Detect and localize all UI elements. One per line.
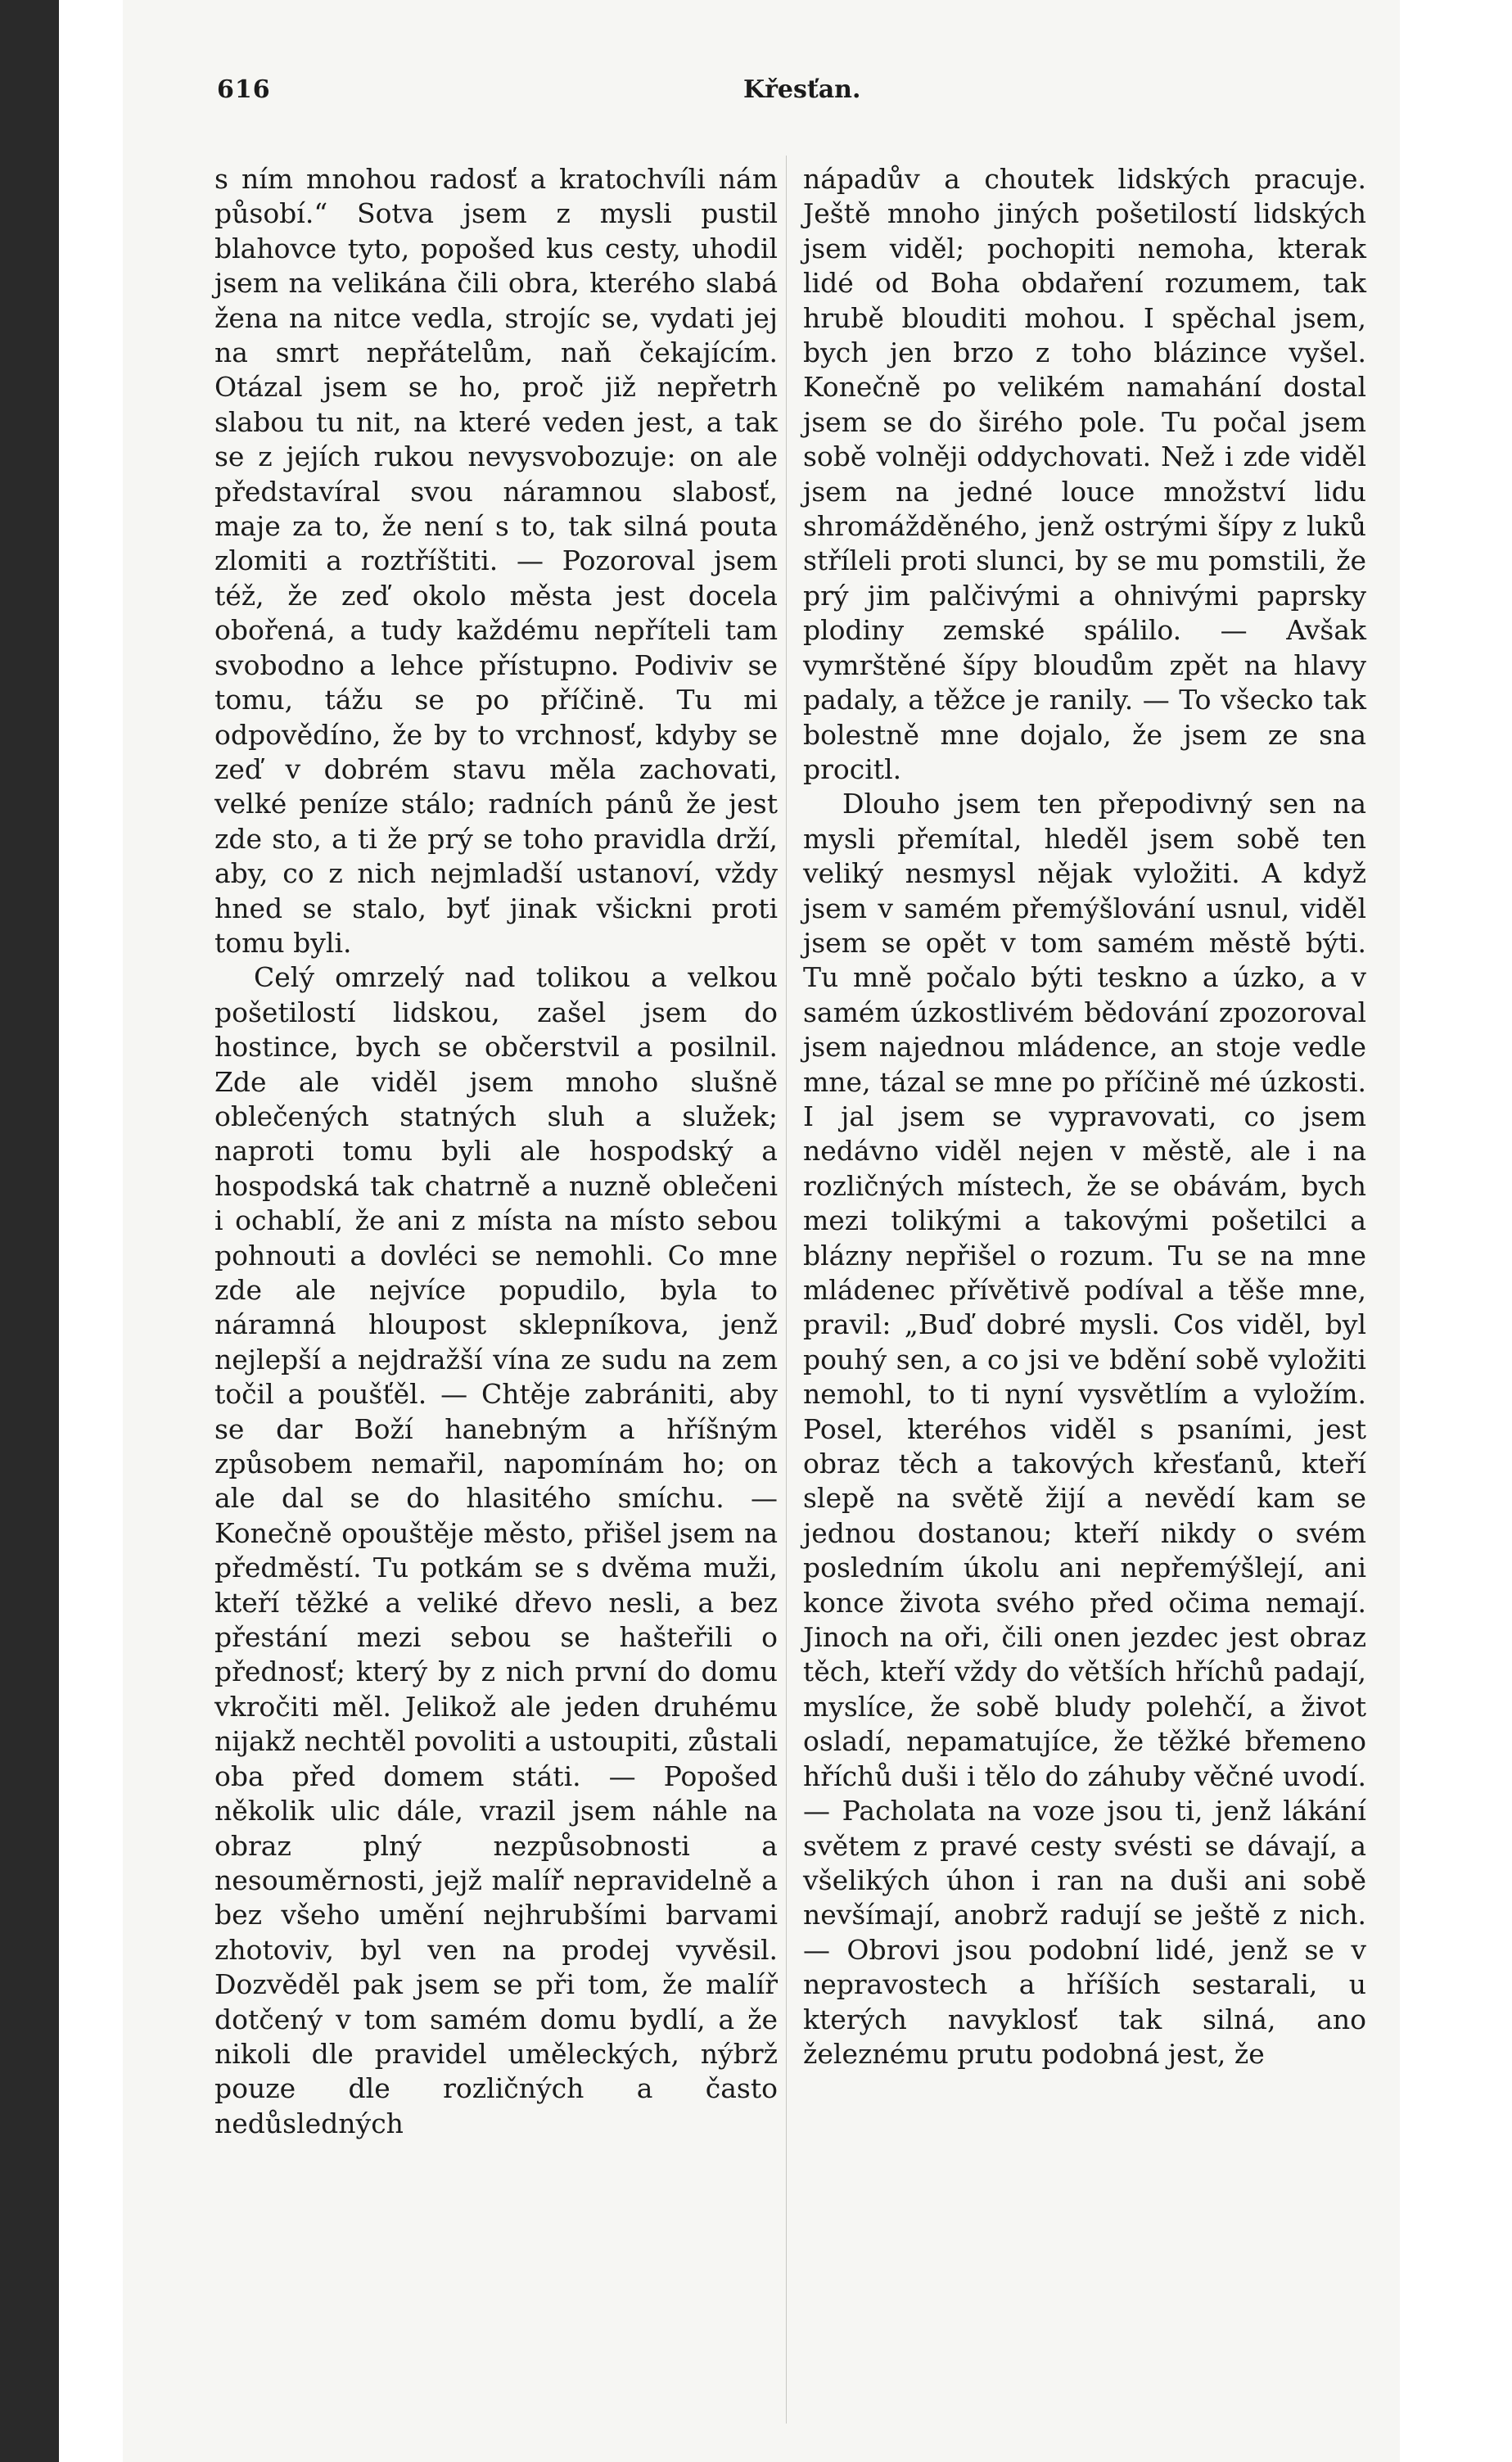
- page-number: 616: [217, 75, 271, 104]
- column-divider: [786, 156, 787, 2424]
- scan-border: [0, 0, 59, 2462]
- running-title: Křesťan.: [743, 75, 861, 104]
- left-paragraph-2: Celý omrzelý nad tolikou a velkou pošetilostí lidskou, zašel jsem do hostince, bych se občerstvil a posilnil. Zde ale viděl jsem mnoho slušně oblečených statných sluh a služek; naproti tomu byli ale hospodský a hospodská tak chatrně a nuzně oblečeni i ochablí, že ani z místa na místo sebou pohnouti a dovléci se nemohli. Co mne zde ale nejvíce popudilo, byla to náramná hloupost sklepníkova, jenž nejlepší a nejdražší vína ze sudu na zem točil a poušťěl. — Chtěje zabrániti, aby se dar Boží hanebným a hříšným způsobem nemařil, napomínám ho; on ale dal se do hlasitého smíchu. — Konečně opouštěje město, přišel jsem na předměstí. Tu potkám se s dvěma muži, kteří těžké a veliké dřevo nesli, a bez přestání mezi sebou se hašteřili o přednosť; který by z nich první do domu vkročiti měl. Jelikož ale jeden druhému nijakž nechtěl povoliti a ustoupiti, zůstali oba před domem státi. — Popošed několik ulic dále, vrazil jsem náhle na obraz plný nezpůsobnosti a nesouměrnosti, jejž malíř nepravidelně a bez všeho umění nejhrubšími barvami zhotoviv, byl ven na prodej vyvěsil. Dozvěděl pak jsem se při tom, že malíř dotčený v tom samém domu bydlí, a že nikoli dle pravidel uměleckých, nýbrž pouze dle rozličných a často nedůsledných: [214, 961, 778, 2139]
- left-column: [214, 162, 778, 2141]
- right-paragraph-2: Dlouho jsem ten přepodivný sen na mysli přemítal, hleděl jsem sobě ten veliký nesmysl nějak vyložiti. A když jsem v samém přemýšlování usnul, viděl jsem se opět v tom samém městě býti. Tu mně počalo býti teskno a úzko, a v samém úzkostlivém bědování zpozoroval jsem najednou mládence, an stoje vedle mne, tázal se mne po příčině mé úzkosti. I jal jsem se vypravovati, co jsem nedávno viděl nejen v městě, ale i na rozličných místech, že se obávám, bych mezi tolikými a takovými pošetilci a blázny nepřišel o rozum. Tu se na mne mládenec přívětivě podíval a těše mne, pravil: „Buď dobré mysli. Cos viděl, byl pouhý sen, a co jsi ve bdění sobě vyložiti nemohl, to ti nyní vysvětlím a vyložím. Posel, kteréhos viděl s psaními, jest obraz těch a takových křesťanů, kteří slepě na světě žijí a nevědí kam se jednou dostanou; kteří nikdy o svém posledním úkolu ani nepřemýšlejí, ani konce života svého před očima nemají. Jinoch na oři, čili onen jezdec jest obraz těch, kteří vždy do větších hříchů padají, myslíce, že sobě bludy polehčí, a život osladí, nepamatujíce, že těžké břemeno hříchů duši i tělo do záhuby věčné uvodí. — Pacholata na voze jsou ti, jenž lákání světem z pravé cesty svésti se dávají, a všelikých úhon i ran na duši ani sobě nevšímají, anobrž radují se ještě z nich. — Obrovi jsou podobní lidé, jenž se v nepravostech a hříších sestarali, u kterých navyklosť tak silná, ano železnému prutu podobná jest, že: [803, 788, 1366, 2070]
- right-paragraph-1: nápadův a choutek lidských pracuje. Ještě mnoho jiných pošetilostí lidských jsem viděl; pochopiti nemoha, kterak lidé od Boha obdaření rozumem, tak hrubě blouditi mohou. I spěchal jsem, bych jen brzo z toho blázince vyšel. Konečně po velikém namahání dostal jsem se do širého pole. Tu počal jsem sobě volněji oddychovati. Než i zde viděl jsem na jedné louce množství lidu shromážděného, jenž ostrými šípy z luků stříleli proti slunci, by se mu pomstili, že prý jim palčivými a ohnivými paprsky plodiny zemské spálilo. — Avšak vymrštěné šípy bloudům zpět na hlavy padaly, a těžce je ranily. — To všecko tak bolestně mne dojalo, že jsem ze sna procitl.: [803, 163, 1366, 785]
- right-column: [803, 162, 1366, 2071]
- left-paragraph-1: s ním mnohou radosť a kratochvíli nám působí.“ Sotva jsem z mysli pustil blahovce tyto, popošed kus cesty, uhodil jsem na velikána čili obra, kterého slabá žena na nitce vedla, strojíc se, vydati jej na smrt nepřátelům, naň čekajícím. Otázal jsem se ho, proč již nepřetrh slabou tu nit, na které veden jest, a tak se z jejích rukou nevysvobozuje: on ale představíral svou náramnou slabosť, maje za to, že není s to, tak silná pouta zlomiti a roztříštiti. — Pozoroval jsem též, že zeď okolo města jest docela obořená, a tudy každému nepříteli tam svobodno a lehce přístupno. Podiviv se tomu, tážu se po příčině. Tu mi odpovědíno, že by to vrchnosť, kdyby se zeď v dobrém stavu měla zachovati, velké peníze stálo; radních pánů že jest zde sto, a ti že prý se toho pravidla drží, aby, co z nich nejmladší ustanoví, vždy hned se stalo, byť jinak všickni proti tomu byli.: [214, 163, 778, 959]
